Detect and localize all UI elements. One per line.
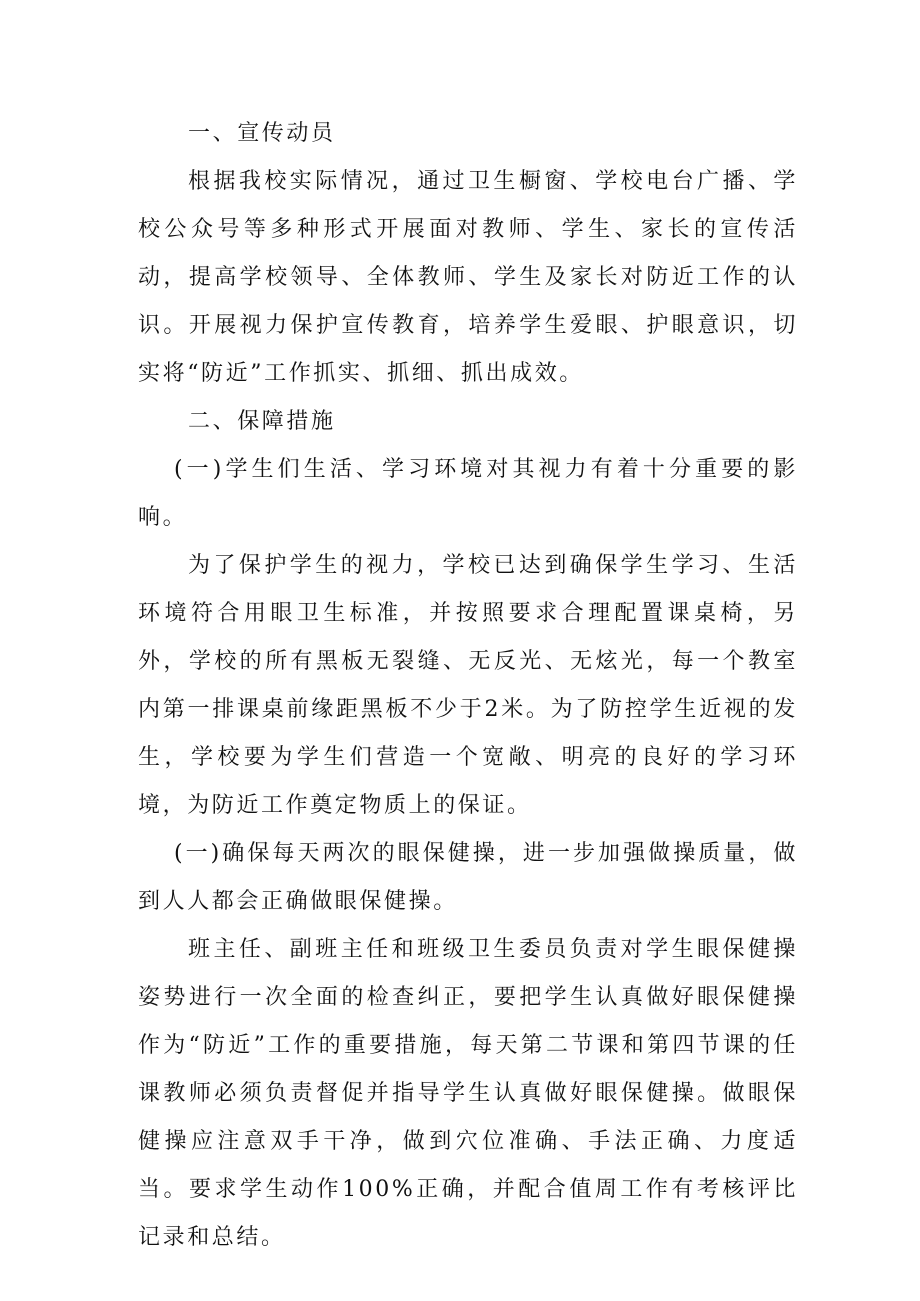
paragraph-publicity: 根据我校实际情况，通过卫生橱窗、学校电台广播、学校公众号等多种形式开展面对教师、学生、家长的宣传活动，提高学校领导、全体教师、学生及家长对防近工作的认识。开展视力保护宣传教育，培养学生爱眼、护眼意识，切实将“防近”工作抓实、抓细、抓出成效。 bbox=[138, 169, 798, 386]
document-body bbox=[138, 110, 798, 1262]
paragraph-eye-exercises: 班主任、副班主任和班级卫生委员负责对学生眼保健操姿势进行一次全面的检查纠正，要把学生认真做好眼保健操作为“防近”工作的重要措施，每天第二节课和第四节课的任课教师必须负责督促并指导学生认真做好眼保健操。做眼保健操应注意双手干净，做到穴位准确、手法正确、力度适当。要求学生动作100%正确，并配合值周工作有考核评比记录和总结。 bbox=[138, 937, 798, 1250]
section-heading-publicity: 一、宣传动员 bbox=[188, 121, 336, 146]
subheading-environment: (一)学生们生活、学习环境对其视力有着十分重要的影响。 bbox=[138, 457, 798, 530]
subheading-eye-exercises: (一)确保每天两次的眼保健操，进一步加强做操质量，做到人人都会正确做眼保健操。 bbox=[138, 841, 798, 914]
section-heading-measures: 二、保障措施 bbox=[188, 409, 336, 434]
paragraph-environment: 为了保护学生的视力，学校已达到确保学生学习、生活环境符合用眼卫生标准，并按照要求合理配置课桌椅，另外，学校的所有黑板无裂缝、无反光、无炫光，每一个教室内第一排课桌前缘距黑板不少于2米。为了防控学生近视的发生，学校要为学生们营造一个宽敞、明亮的良好的学习环境，为防近工作奠定物质上的保证。 bbox=[138, 553, 798, 818]
